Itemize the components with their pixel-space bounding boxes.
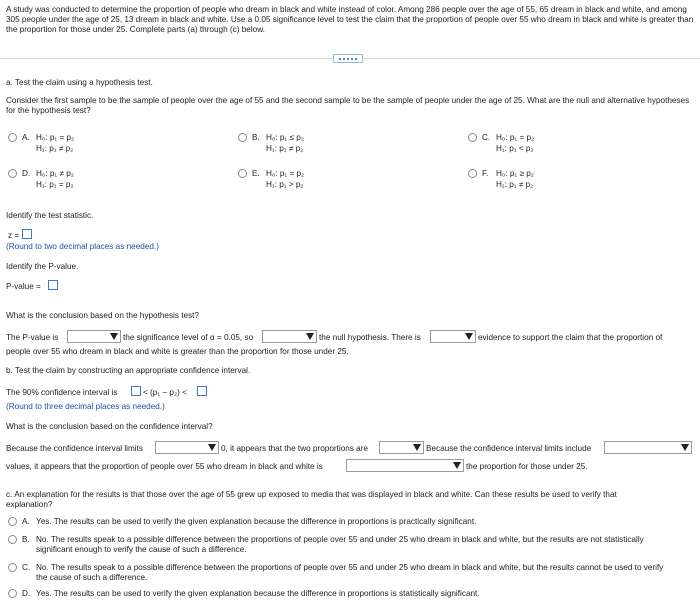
ci-lower-input[interactable] bbox=[131, 386, 141, 396]
conclusion-text: The P-value is bbox=[6, 333, 59, 342]
option-letter: D. bbox=[22, 589, 31, 598]
ci-limits-dropdown[interactable] bbox=[155, 441, 219, 454]
radio-option-f[interactable] bbox=[468, 169, 477, 178]
ci-include-dropdown[interactable] bbox=[604, 441, 692, 454]
radio-option-c[interactable] bbox=[468, 133, 477, 142]
null-hypothesis: H₀: p₁ ≥ p₂ bbox=[496, 169, 534, 178]
dropdown-arrow-icon bbox=[306, 333, 314, 340]
radio-option-d[interactable] bbox=[8, 169, 17, 178]
pvalue-label: P-value = bbox=[6, 282, 41, 291]
part-c-question: c. An explanation for the results is that those over the age of 55 grew up exposed to media that was displayed in black and white. Can these results be used to verify that explanation? bbox=[6, 490, 617, 509]
ellipsis-icon bbox=[339, 58, 357, 60]
dropdown-arrow-icon bbox=[453, 462, 461, 469]
option-letter: A. bbox=[22, 517, 30, 526]
ci-conclusion-text: the proportion for those under 25. bbox=[466, 462, 588, 471]
radio-option-e[interactable] bbox=[238, 169, 247, 178]
expand-more-button[interactable] bbox=[333, 54, 363, 63]
part-a-heading: a. Test the claim using a hypothesis test. bbox=[6, 78, 153, 87]
null-hypothesis: H₀: p₁ = p₂ bbox=[266, 169, 305, 178]
option-text: Yes. The results can be used to verify the given explanation because the difference in proportions is statistically significant. bbox=[36, 589, 480, 598]
dropdown-arrow-icon bbox=[413, 444, 421, 451]
radio-option-b[interactable] bbox=[238, 133, 247, 142]
ci-label: The 90% confidence interval is bbox=[6, 388, 118, 397]
conclusion-text: people over 55 who dream in black and white is greater than the proportion for those under 25. bbox=[6, 347, 349, 356]
alt-hypothesis: H₁: p₁ ≠ p₂ bbox=[266, 144, 304, 153]
option-letter: B. bbox=[252, 133, 260, 142]
radio-c-option-d[interactable] bbox=[8, 589, 17, 598]
null-hypothesis: H₀: p₁ = p₂ bbox=[496, 133, 535, 142]
dropdown-arrow-icon bbox=[110, 333, 118, 340]
conclusion-text: evidence to support the claim that the proportion of bbox=[478, 333, 663, 342]
option-text: No. The results speak to a possible difference between the proportions of people over 55 and under 25 who dream in black and white, but the results cannot be used to verify the cause of such a difference. bbox=[36, 563, 664, 582]
proportion-comparison-dropdown[interactable] bbox=[346, 459, 464, 472]
pvalue-comparison-dropdown[interactable] bbox=[67, 330, 121, 343]
part-b-heading: b. Test the claim by constructing an appropriate confidence interval. bbox=[6, 366, 251, 375]
conclusion-prompt: What is the conclusion based on the hypothesis test? bbox=[6, 311, 199, 320]
ci-conclusion-text: Because the confidence interval limits bbox=[6, 444, 143, 453]
radio-c-option-a[interactable] bbox=[8, 517, 17, 526]
null-hypothesis: H₀: p₁ ≠ p₂ bbox=[36, 169, 74, 178]
evidence-dropdown[interactable] bbox=[430, 330, 476, 343]
null-decision-dropdown[interactable] bbox=[262, 330, 317, 343]
problem-statement: A study was conducted to determine the proportion of people who dream in black and white instead of color. Among 286 people over the age of 55, 65 dream in black and white, and among 305 people under the age of 25, 13 dream in black and white. Use a 0.05 significance level to test the claim that the proportion of people over 55 who dream in black and white is greater than the proportion for those under 25. Complete parts (a) through (c) below. bbox=[6, 5, 694, 34]
option-letter: D. bbox=[22, 169, 31, 178]
z-label: z = bbox=[8, 231, 20, 240]
z-input[interactable] bbox=[22, 229, 32, 239]
ci-conclusion-text: Because the confidence interval limits include bbox=[426, 444, 592, 453]
option-letter: C. bbox=[22, 563, 31, 572]
option-letter: F. bbox=[482, 169, 489, 178]
rounding-note: (Round to three decimal places as needed.) bbox=[6, 402, 165, 411]
pvalue-input[interactable] bbox=[48, 280, 58, 290]
alt-hypothesis: H₁: p₁ < p₂ bbox=[496, 144, 534, 153]
ci-conclusion-text: 0, it appears that the two proportions are bbox=[221, 444, 369, 453]
dropdown-arrow-icon bbox=[681, 444, 689, 451]
dropdown-arrow-icon bbox=[208, 444, 216, 451]
ci-upper-input[interactable] bbox=[197, 386, 207, 396]
conclusion-text: the null hypothesis. There is bbox=[319, 333, 421, 342]
alt-hypothesis: H₁: p₁ = p₂ bbox=[36, 180, 74, 189]
ci-middle: < (p₁ − p₂) < bbox=[143, 388, 187, 397]
alt-hypothesis: H₁: p₁ ≠ p₂ bbox=[36, 144, 74, 153]
radio-option-a[interactable] bbox=[8, 133, 17, 142]
test-statistic-prompt: Identify the test statistic. bbox=[6, 211, 94, 220]
option-letter: B. bbox=[22, 535, 30, 544]
radio-c-option-b[interactable] bbox=[8, 535, 17, 544]
radio-c-option-c[interactable] bbox=[8, 563, 17, 572]
dropdown-arrow-icon bbox=[465, 333, 473, 340]
alt-hypothesis: H₁: p₁ ≠ p₂ bbox=[496, 180, 534, 189]
null-hypothesis: H₀: p₁ = p₂ bbox=[36, 133, 75, 142]
option-letter: E. bbox=[252, 169, 260, 178]
pvalue-prompt: Identify the P-value. bbox=[6, 262, 79, 271]
option-text: No. The results speak to a possible difference between the proportions of people over 55 and under 25 who dream in black and white, but the results are not statistically significant enough to verify the cause of such a difference. bbox=[36, 535, 644, 554]
ci-conclusion-prompt: What is the conclusion based on the confidence interval? bbox=[6, 422, 213, 431]
option-letter: A. bbox=[22, 133, 30, 142]
proportions-equality-dropdown[interactable] bbox=[379, 441, 424, 454]
ci-conclusion-text: values, it appears that the proportion of people over 55 who dream in black and white is bbox=[6, 462, 323, 471]
option-letter: C. bbox=[482, 133, 491, 142]
option-text: Yes. The results can be used to verify the given explanation because the difference in proportions is practically significant. bbox=[36, 517, 477, 526]
alt-hypothesis: H₁: p₁ > p₂ bbox=[266, 180, 304, 189]
null-hypothesis: H₀: p₁ ≤ p₂ bbox=[266, 133, 304, 142]
hypothesis-instruction: Consider the first sample to be the sample of people over the age of 55 and the second sample to be the sample of people under the age of 25. What are the null and alternative hypotheses for the hypothesis test? bbox=[6, 96, 690, 115]
rounding-note: (Round to two decimal places as needed.) bbox=[6, 242, 159, 251]
conclusion-text: the significance level of α = 0.05, so bbox=[123, 333, 254, 342]
